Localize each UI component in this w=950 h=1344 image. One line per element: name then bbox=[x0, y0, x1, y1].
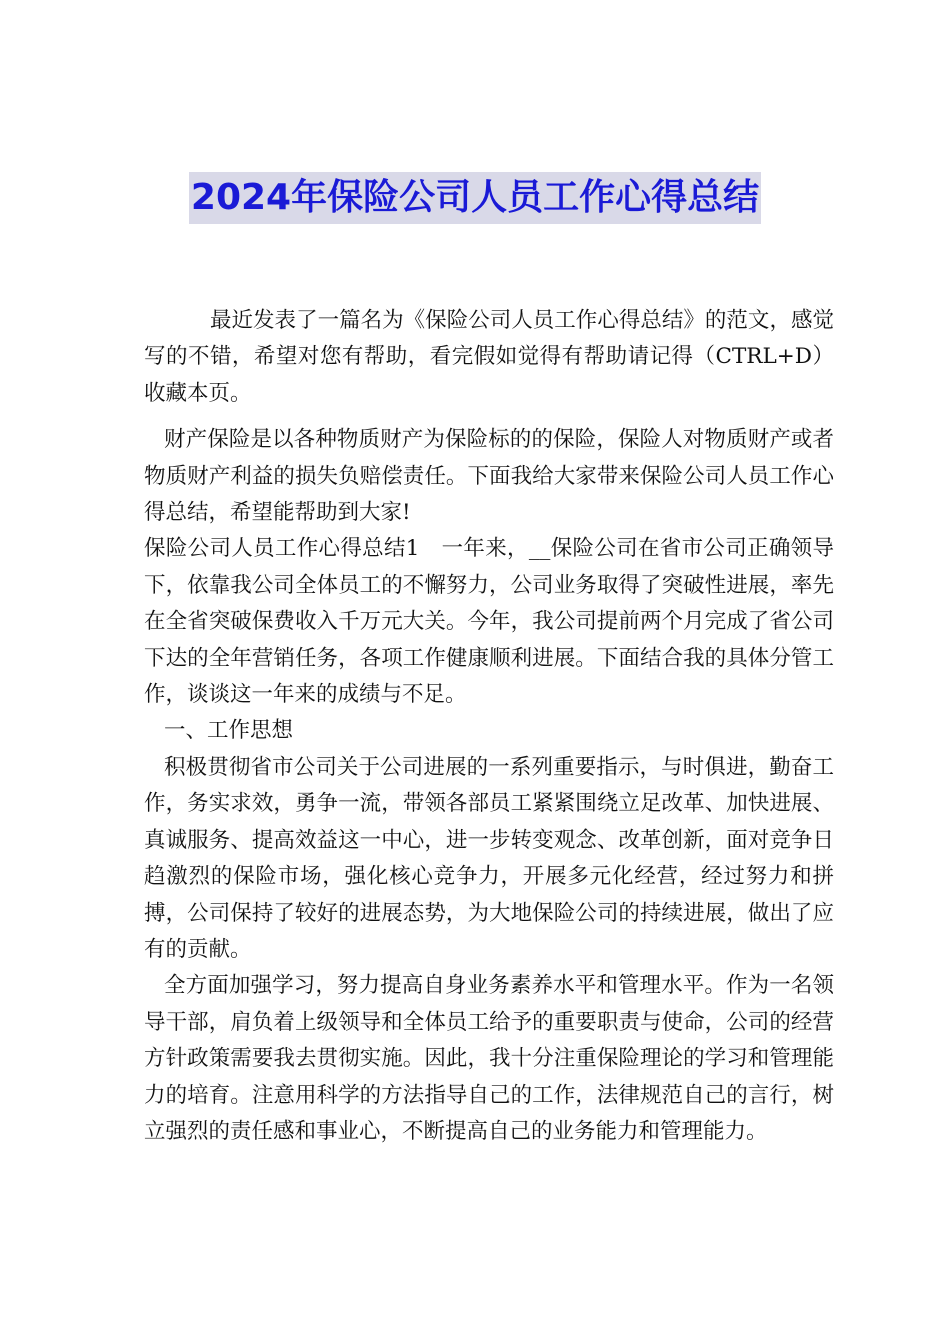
section-paragraph-1: 保险公司人员工作心得总结1 一年来，__保险公司在省市公司正确领导下，依靠我公司全体员工的不懈努力，公司业务取得了突破性进展，率先在全省突破保费收入千万元大关。今年，我公司提前两个月完成了省公司下达的全年营销任务，各项工作健康顺利进展。下面结合我的具体分管工作，谈谈这一年来的成绩与不足。 bbox=[144, 536, 834, 708]
summary-paragraph: 财产保险是以各种物质财产为保险标的的保险，保险人对物质财产或者物质财产利益的损失负赔偿责任。下面我给大家带来保险公司人员工作心得总结，希望能帮助到大家! bbox=[144, 427, 834, 526]
intro-paragraph: 最近发表了一篇名为《保险公司人员工作心得总结》的范文，感觉写的不错，希望对您有帮助，看完假如觉得有帮助请记得（CTRL+D）收藏本页。 bbox=[144, 308, 834, 406]
body-paragraph-1: 积极贯彻省市公司关于公司进展的一系列重要指示，与时俱进，勤奋工作，务实求效，勇争一流，带领各部员工紧紧围绕立足改革、加快进展、真诚服务、提高效益这一中心，进一步转变观念、改革创新，面对竞争日趋激烈的保险市场，强化核心竞争力，开展多元化经营，经过努力和拼搏，公司保持了较好的进展态势，为大地保险公司的持续进展，做出了应有的贡献。 bbox=[144, 754, 834, 962]
document-body bbox=[144, 303, 834, 1150]
document-title: 2024年保险公司人员工作心得总结 bbox=[189, 172, 761, 224]
body-paragraph-2: 全方面加强学习，努力提高自身业务素养水平和管理水平。作为一名领导干部，肩负着上级领导和全体员工给予的重要职责与使命，公司的经营方针政策需要我去贯彻实施。因此，我十分注重保险理论的学习和管理能力的培育。注意用科学的方法指导自己的工作，法律规范自己的言行，树立强烈的责任感和事业心，不断提高自己的业务能力和管理能力。 bbox=[144, 973, 834, 1144]
title-container bbox=[0, 172, 950, 224]
section-heading: 一、工作思想 bbox=[164, 718, 294, 744]
